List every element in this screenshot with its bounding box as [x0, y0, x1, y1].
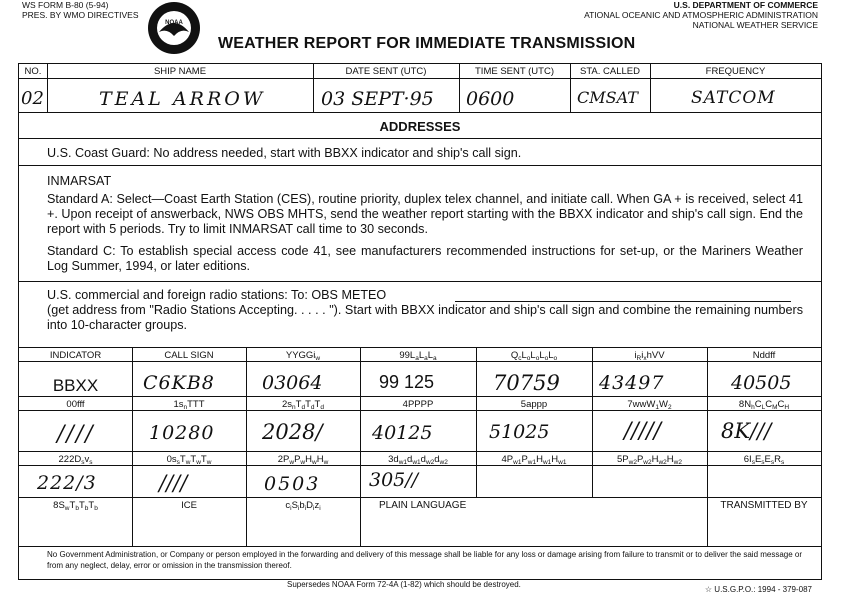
- liability-disclaimer: No Government Administration, or Company or person employed in the forwarding and delivery of this message shall be liable for any loss or damage arising from failure to transmit or to deliver the said message or from any neglect, delay, error or omission in the transmission thereof.: [47, 550, 803, 570]
- tendency-value[interactable]: 51025: [489, 421, 550, 443]
- swell1-label: $4P_{w1}P_{w1}H_{w1}H_{w1}$: [501, 454, 567, 466]
- ice-code-label: $c_iS_ib_iD_iz_i$: [285, 500, 321, 512]
- weather-label: $7wwW_1W_2$: [627, 399, 672, 411]
- coast-guard-text: U.S. Coast Guard: No address needed, start with BBXX indicator and ship's call sign.: [47, 146, 522, 160]
- clouds-label: $8N_hC_LC_MC_H$: [738, 399, 790, 411]
- agency-name: ATIONAL OCEANIC AND ATMOSPHERIC ADMINISTRATION: [584, 10, 818, 20]
- form-id: WS FORM B-80 (5-94): [22, 0, 109, 10]
- form-id-block: [22, 0, 139, 20]
- sta-called-field[interactable]: CMSAT: [577, 88, 638, 107]
- frequency-label: FREQUENCY: [705, 66, 766, 77]
- ice-accretion-label: $6I_sE_sE_sR_s$: [743, 454, 785, 466]
- irixhvv-label: $i_Ri_xhVV$: [634, 350, 665, 362]
- sea-temp-label: $0s_sT_wT_wT_w$: [166, 454, 212, 466]
- obs-meteo-blank[interactable]: [455, 301, 791, 302]
- irixhvv-value[interactable]: 43497: [599, 372, 665, 394]
- gpo-note: ☆ U.S.G.P.O.: 1994 - 379-087: [704, 585, 812, 594]
- nddff-label: Nddff: [752, 350, 776, 361]
- pressure-label: 4PPPP: [402, 399, 434, 410]
- time-sent-field[interactable]: 0600: [466, 88, 515, 110]
- wave-value[interactable]: 0503: [264, 473, 321, 495]
- logo-text: NOAA: [165, 20, 183, 26]
- temp-value[interactable]: 10280: [149, 422, 215, 444]
- commercial-radio-instructions: (get address from "Radio Stations Accepting. . . . . "). Start with BBXX indicator and ship's call sign and combine the remaining numbers into 10-character groups.: [47, 303, 803, 332]
- service-name: NATIONAL WEATHER SERVICE: [692, 20, 818, 30]
- call-sign-value[interactable]: C6KB8: [143, 372, 215, 394]
- dewpoint-label: $2s_nT_dT_dT_d$: [282, 399, 324, 411]
- no-label: NO.: [24, 66, 42, 77]
- form-frame: [18, 63, 822, 580]
- indicator-value[interactable]: BBXX: [52, 376, 99, 395]
- wet-bulb-label: $8S_wT_bT_bT_b$: [53, 500, 98, 512]
- commercial-radio-text: U.S. commercial and foreign radio stations: To: OBS METEO: [47, 288, 387, 302]
- tendency-label: 5appp: [520, 399, 548, 410]
- time-sent-label: TIME SENT (UTC): [475, 66, 554, 77]
- swell2-label: $5P_{w2}P_{w2}H_{w2}H_{w2}$: [617, 454, 682, 466]
- transmitted-by-label: TRANSMITTED BY: [720, 500, 808, 511]
- indicator-label: INDICATOR: [49, 350, 102, 361]
- noaa-logo-icon: [148, 2, 200, 54]
- ship-name-label: SHIP NAME: [153, 66, 207, 77]
- ice-label: ICE: [181, 500, 197, 511]
- pressure-value[interactable]: 40125: [372, 422, 433, 444]
- ship-name-field[interactable]: TEAL ARROW: [99, 88, 266, 110]
- plain-language-label: PLAIN LANGUAGE: [379, 500, 467, 511]
- agency-block: [584, 0, 818, 30]
- clouds-value[interactable]: 8K///: [721, 419, 772, 443]
- date-sent-field[interactable]: 03 SEPT·95: [321, 88, 434, 110]
- standard-a-text: Standard A: Select—Coast Earth Station (CES), routine priority, duplex telex channel, and initiate call. When GA + is received, select 41 +. Upon receipt of answerback, NWS OBS MHTS, send the weather report starting with the BBXX indicator and ship's call sign. End the report with 5 periods. Try to limit INMARSAT call time to 30 seconds.: [47, 192, 803, 236]
- form-title: WEATHER REPORT FOR IMMEDIATE TRANSMISSION: [218, 35, 636, 52]
- sea-temp-value[interactable]: ////: [159, 471, 188, 495]
- dewpoint-value[interactable]: 2028/: [262, 420, 323, 444]
- swell-dir-label: $3d_{w1}d_{w1}d_{w2}d_{w2}$: [388, 454, 448, 466]
- 222-value[interactable]: 222/3: [37, 472, 97, 494]
- 222-label: $222D_sv_s$: [58, 454, 93, 466]
- addresses-heading: ADDRESSES: [379, 119, 461, 134]
- frequency-field[interactable]: SATCOM: [691, 88, 776, 108]
- date-sent-label: DATE SENT (UTC): [345, 66, 427, 77]
- 00fff-label: 00fff: [66, 399, 85, 410]
- lon-value[interactable]: 70759: [493, 371, 560, 395]
- lat-value[interactable]: 99 125: [379, 372, 435, 392]
- swell-dir-value[interactable]: 305//: [369, 469, 419, 491]
- report-number[interactable]: 02: [21, 88, 44, 109]
- 00fff-value[interactable]: ////: [57, 422, 95, 447]
- supersedes-note: Supersedes NOAA Form 72-4A (1-82) which should be destroyed.: [287, 580, 521, 589]
- weather-value[interactable]: /////: [624, 419, 662, 444]
- lon-label: $Q_cL_oL_oL_oL_o$: [510, 350, 558, 362]
- nddff-value[interactable]: 40505: [731, 372, 792, 394]
- yyggi-label: YYGGi$_w$: [285, 350, 321, 362]
- temp-label: $1s_nTTT$: [173, 399, 205, 411]
- inmarsat-heading: INMARSAT: [47, 174, 112, 188]
- call-sign-label: CALL SIGN: [164, 350, 214, 361]
- wave-label: $2P_wP_wH_wH_w$: [277, 454, 329, 466]
- prescribed-note: PRES. BY WMO DIRECTIVES: [22, 10, 139, 20]
- yyggi-value[interactable]: 03064: [262, 372, 323, 394]
- sta-called-label: STA. CALLED: [579, 66, 640, 77]
- dept-name: U.S. DEPARTMENT OF COMMERCE: [673, 0, 818, 10]
- lat-label: $99L_aL_aL_a$: [399, 350, 437, 362]
- standard-c-text: Standard C: To establish special access code 41, see manufacturers recommended instructions for set-up, or the Mariners Weather Log Summer, 1994, or later editions.: [47, 244, 803, 273]
